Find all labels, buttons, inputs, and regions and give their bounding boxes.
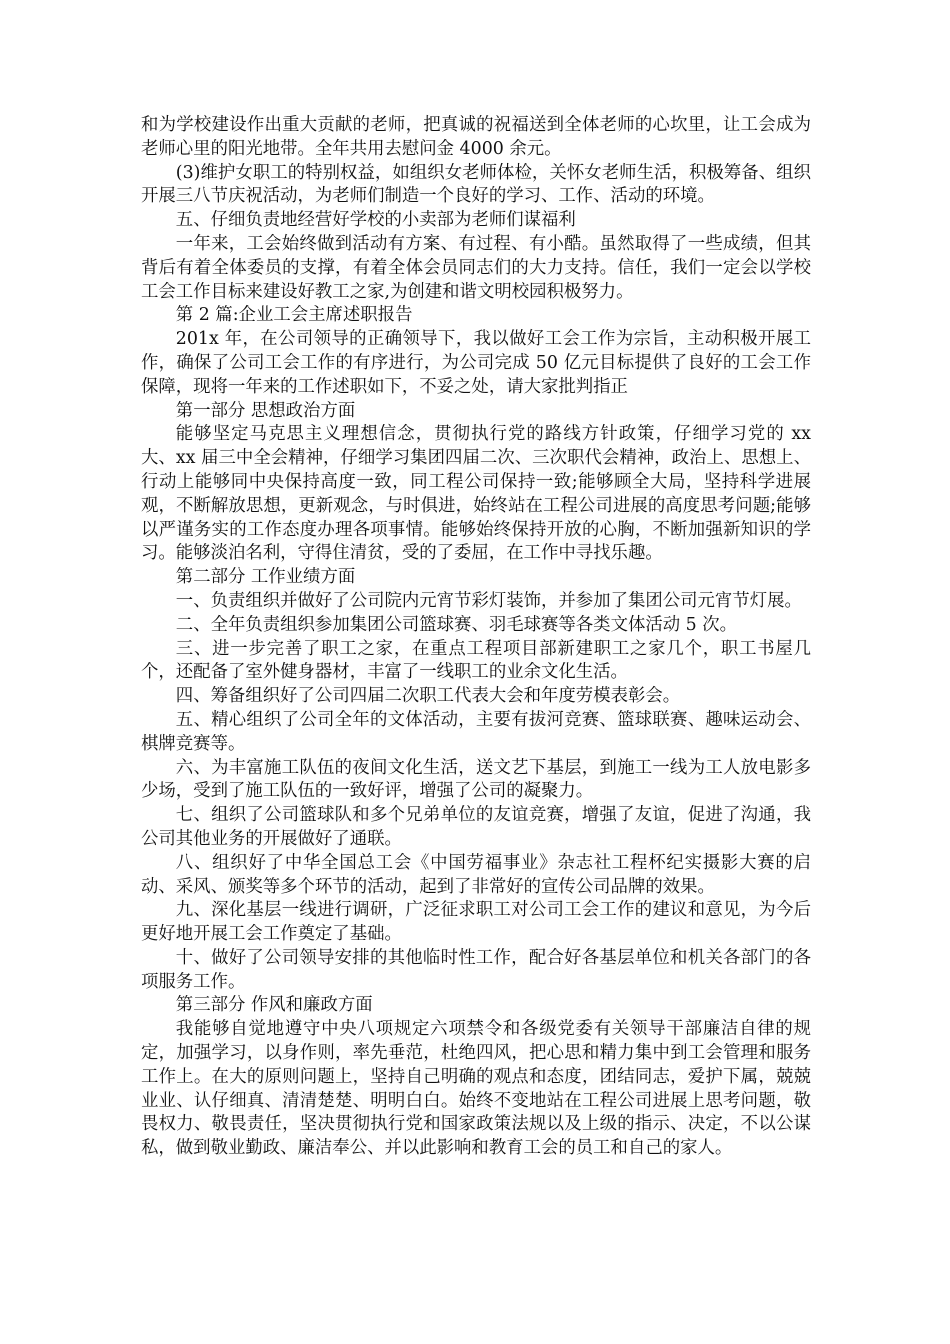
section-heading: 第三部分 作风和廉政方面 (175, 995, 373, 1016)
list-item: 四、筹备组织好了公司四届二次职工代表大会和年度劳模表彰会。 (175, 686, 681, 707)
paragraph: 能够坚定马克思主义理想信念，贯彻执行党的路线方针政策，仔细学习党的 xx 大、xx 届三中全会精神，仔细学习集团四届二次、三次职代会精神，政治上、思想上、行动上能够同中央保持高度一致，同工程公司保持一致;能够顾全大局，坚持科学进展观，不断解放思想，更新观念，与时俱进，始终站在工程公司进展的高度思考问题;能够以严谨务实的工作态度办理各项事情。能够始终保持开放的心胸，不断加强新知识的学习。能够淡泊名利，守得住清贫，受的了委屈，在工作中寻找乐趣。 (141, 424, 811, 564)
list-item: 二、全年负责组织参加集团公司篮球赛、羽毛球赛等各类文体活动 5 次。 (175, 614, 738, 635)
document-body (141, 114, 811, 1161)
paragraph: 和为学校建设作出重大贡献的老师，把真诚的祝福送到全体老师的心坎里，让工会成为老师心里的阳光地带。全年共用去慰问金 4000 余元。 (141, 115, 811, 159)
section-heading: 第二部分 工作业绩方面 (175, 567, 356, 588)
section-heading: 第一部分 思想政治方面 (175, 400, 356, 421)
list-item: 一、负责组织并做好了公司院内元宵节彩灯装饰，并参加了集团公司元宵节灯展。 (175, 590, 802, 611)
list-item: 五、精心组织了公司全年的文体活动，主要有拔河竞赛、篮球联赛、趣味运动会、棋牌竞赛等。 (141, 709, 811, 754)
article-title: 第 2 篇:企业工会主席述职报告 (175, 305, 413, 326)
list-item: 八、组织好了中华全国总工会《中国劳福事业》杂志社工程杯纪实摄影大赛的启动、采风、颁奖等多个环节的活动，起到了非常好的宣传公司品牌的效果。 (141, 852, 811, 897)
list-item: 三、进一步完善了职工之家，在重点工程项目部新建职工之家几个，职工书屋几个，还配备了室外健身器材，丰富了一线职工的业余文化生活。 (141, 638, 811, 683)
list-item: 九、深化基层一线进行调研，广泛征求职工对公司工会工作的建议和意见，为今后更好地开展工会工作奠定了基础。 (141, 900, 811, 945)
paragraph: 我能够自觉地遵守中央八项规定六项禁令和各级党委有关领导干部廉洁自律的规定，加强学习，以身作则，率先垂范，杜绝四风，把心思和精力集中到工会管理和服务工作上。在大的原则问题上，坚持自己明确的观点和态度，团结同志，爱护下属，兢兢业业、认仔细真、清清楚楚、明明白白。始终不变地站在工程公司进展上思考问题，敬畏权力、敬畏责任，坚决贯彻执行党和国家政策法规以及上级的指示、决定，不以公谋私，做到敬业勤政、廉洁奉公、并以此影响和教育工会的员工和自己的家人。 (141, 1019, 811, 1159)
list-item: 七、组织了公司篮球队和多个兄弟单位的友谊竞赛，增强了友谊，促进了沟通，我公司其他业务的开展做好了通联。 (141, 805, 811, 849)
paragraph: (3)维护女职工的特别权益，如组织女老师体检，关怀女老师生活，积极筹备、组织开展三八节庆祝活动，为老师们制造一个良好的学习、工作、活动的环境。 (141, 162, 811, 207)
section-heading: 五、仔细负责地经营好学校的小卖部为老师们谋福利 (175, 210, 576, 231)
paragraph: 201x 年，在公司领导的正确领导下，我以做好工会工作为宗旨，主动积极开展工作，确保了公司工会工作的有序进行，为公司完成 50 亿元目标提供了良好的工会工作保障，现将一年来的工作述职如下，不妥之处，请大家批判指正 (141, 329, 811, 397)
list-item: 十、做好了公司领导安排的其他临时性工作，配合好各基层单位和机关各部门的各项服务工作。 (141, 947, 811, 992)
list-item: 六、为丰富施工队伍的夜间文化生活，送文艺下基层，到施工一线为工人放电影多少场，受到了施工队伍的一致好评，增强了公司的凝聚力。 (141, 757, 811, 802)
paragraph: 一年来，工会始终做到活动有方案、有过程、有小酷。虽然取得了一些成绩，但其背后有着全体委员的支撑，有着全体会员同志们的大力支持。信任，我们一定会以学校工会工作目标来建设好教工之家,为创建和谐文明校园积极努力。 (141, 233, 811, 302)
